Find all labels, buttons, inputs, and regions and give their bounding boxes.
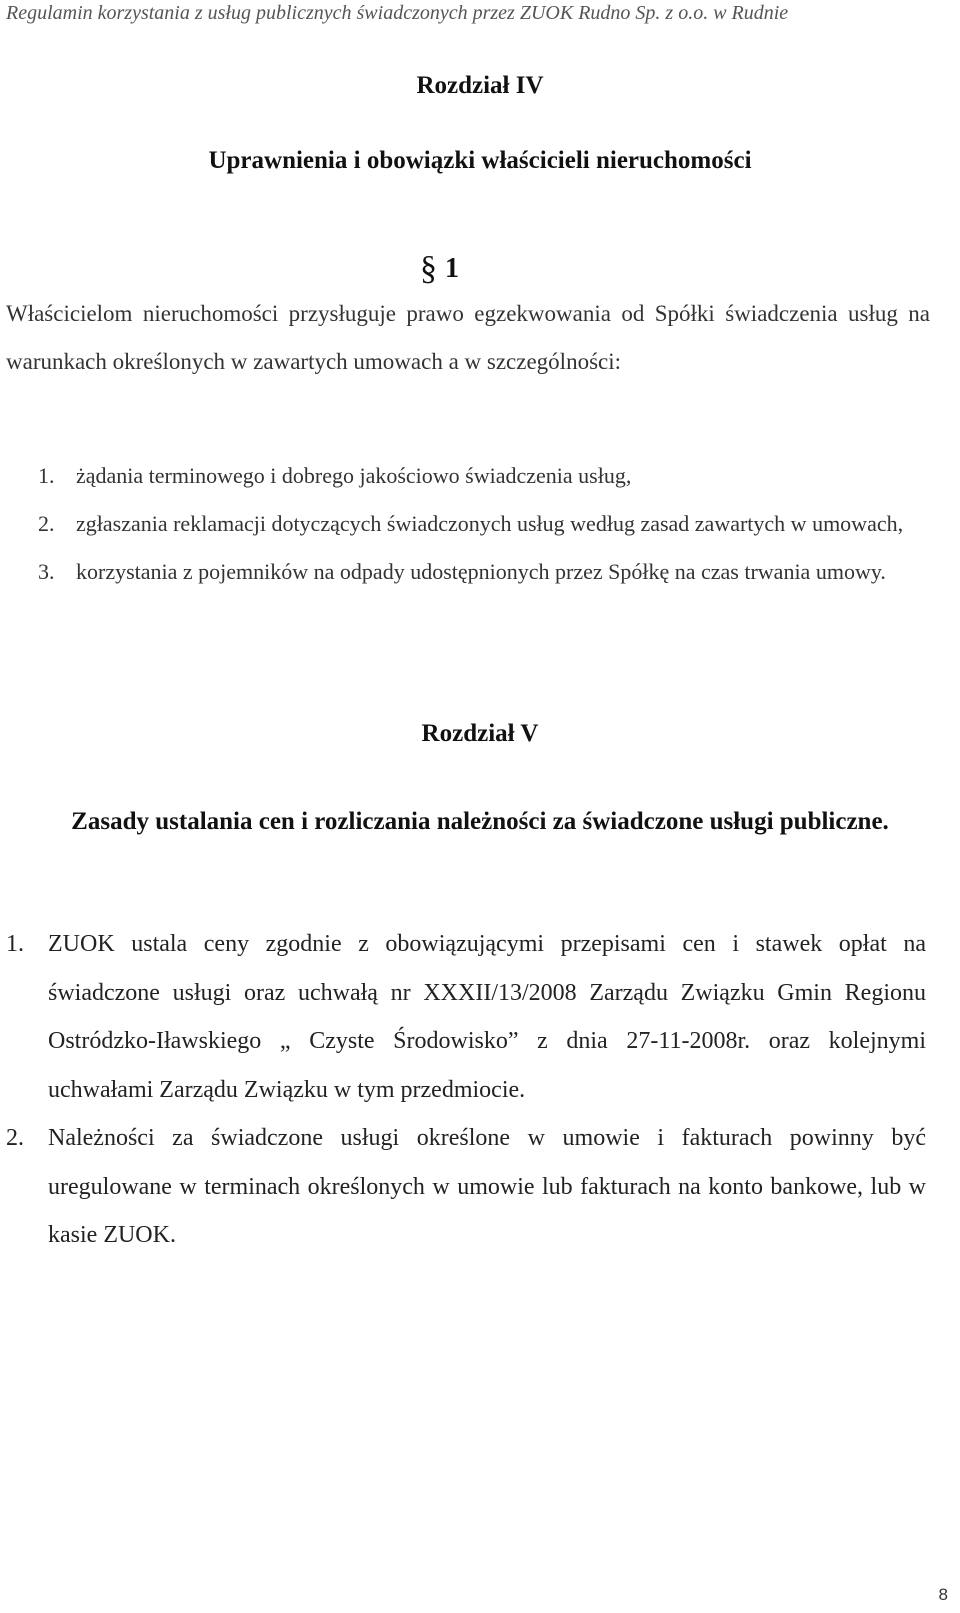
list-item <box>38 548 928 596</box>
list-item <box>6 1114 926 1260</box>
paragraph-number: 1 <box>445 253 459 284</box>
chapter-5-section-title: Zasady ustalania cen i rozliczania należności za świadczone usługi publiczne. <box>71 808 889 835</box>
list-item <box>38 452 928 500</box>
paragraph-heading <box>420 248 459 286</box>
list-item-number: 1. <box>6 931 24 957</box>
chapter-4-intro: Właścicielom nieruchomości przysługuje prawo egzekwowania od Spółki świadczenia usług na warunkach określonych w zawartych umowach a w szczególności: <box>6 301 930 374</box>
list-item-number: 1. <box>38 463 55 488</box>
chapter-4-title: Rozdział IV <box>416 72 544 99</box>
list-item-number: 3. <box>38 559 55 584</box>
chapter-5-title: Rozdział V <box>421 720 539 747</box>
list-item-text: ZUOK ustala ceny zgodnie z obowiązującymi przepisami cen i stawek opłat na świadczone usługi oraz uchwałą nr XXXII/13/2008 Zarządu Związku Gmin Regionu Ostródzko-Iławskiego „ Czyste Środowisko” z dnia 27-11-2008r. oraz kolejnymi uchwałami Zarządu Związku w tym przedmiocie. <box>48 931 926 1103</box>
list-item-number: 2. <box>6 1125 24 1151</box>
paragraph-symbol: § <box>420 250 437 287</box>
list-item-text: Należności za świadczone usługi określone w umowie i fakturach powinny być uregulowane w terminach określonych w umowie lub fakturach na konto bankowe, lub w kasie ZUOK. <box>48 1125 926 1248</box>
list-item-text: zgłaszania reklamacji dotyczących świadczonych usług według zasad zawartych w umowach, <box>76 511 904 536</box>
list-item <box>38 500 928 548</box>
list-item-number: 2. <box>38 511 55 536</box>
list-item-text: korzystania z pojemników na odpady udostępnionych przez Spółkę na czas trwania umowy. <box>76 559 886 584</box>
list-item <box>6 920 926 1114</box>
list-item-text: żądania terminowego i dobrego jakościowo świadczenia usług, <box>76 463 632 488</box>
page-number: 8 <box>938 1585 948 1604</box>
rights-list <box>38 452 928 596</box>
pricing-rules-list <box>6 920 926 1260</box>
chapter-4-section-title: Uprawnienia i obowiązki właścicieli nieruchomości <box>208 147 752 174</box>
running-header: Regulamin korzystania z usług publicznych świadczonych przez ZUOK Rudno Sp. z o.o. w Rudnie <box>6 2 789 24</box>
